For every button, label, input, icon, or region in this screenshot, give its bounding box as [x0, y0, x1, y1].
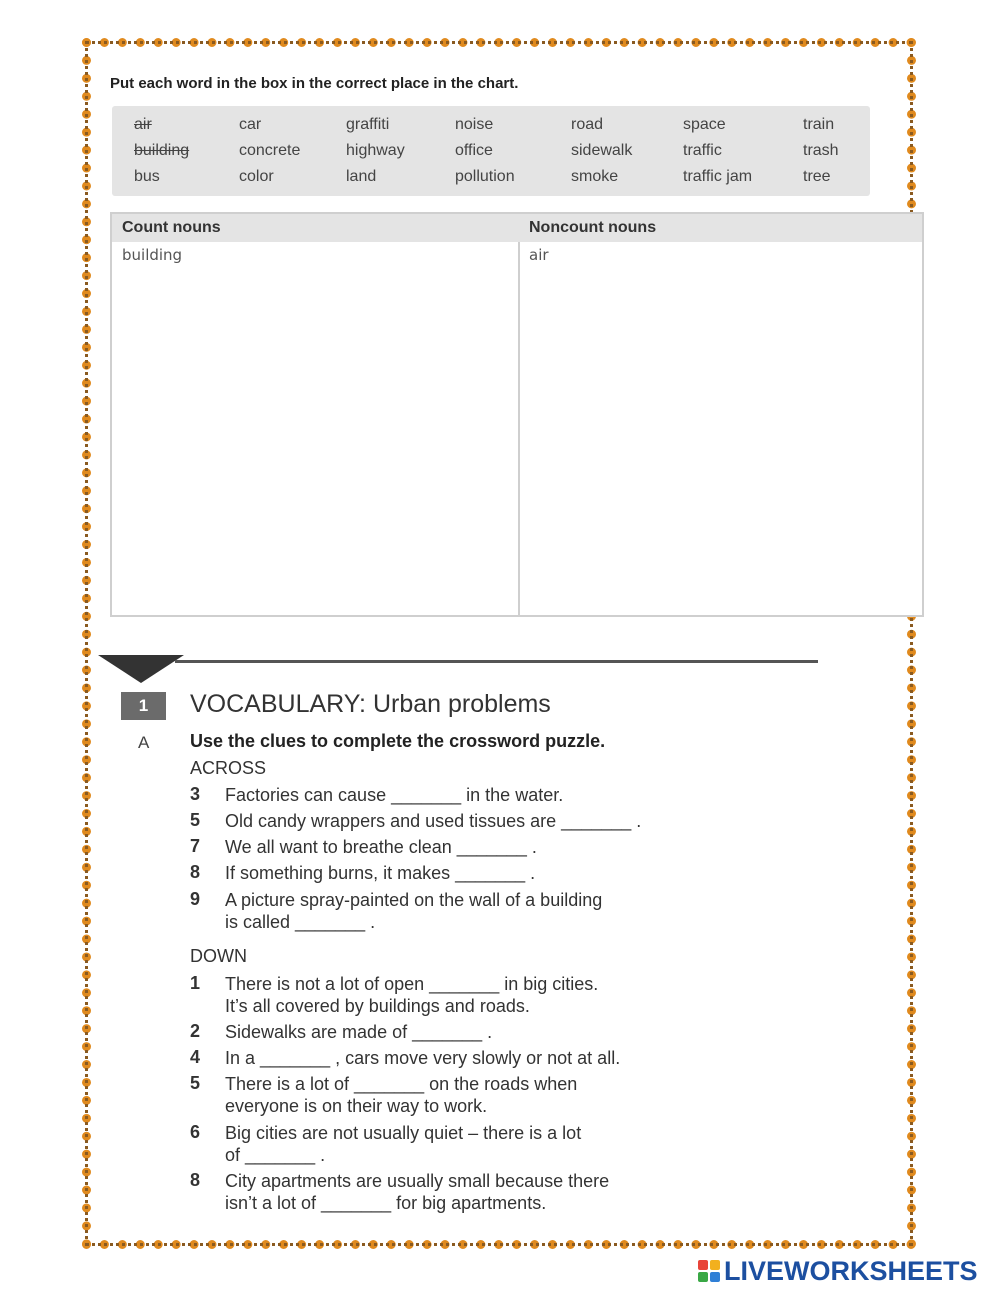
section-number-badge: 1: [121, 692, 166, 720]
noncount-nouns-answer-area[interactable]: air: [529, 246, 549, 264]
clue-text: Old candy wrappers and used tissues are _______ .: [225, 811, 642, 831]
word-box-item: car: [239, 116, 262, 133]
clue-number: 6: [190, 1122, 201, 1142]
clue-text: everyone is on their way to work.: [225, 1096, 488, 1116]
clue-number: 5: [190, 1073, 201, 1093]
clue-text: Sidewalks are made of _______ .: [225, 1022, 493, 1042]
noun-chart: [110, 212, 924, 617]
clue-text: Factories can cause _______ in the water.: [225, 785, 564, 805]
chart-header: [112, 214, 922, 242]
clue-number: 1: [190, 973, 201, 993]
clue-number: 7: [190, 836, 201, 856]
clue-text: Big cities are not usually quiet – there is a lot: [225, 1123, 582, 1143]
liveworksheets-logo: [698, 1256, 978, 1286]
logo-square: [710, 1272, 720, 1282]
word-box-item: graffiti: [346, 116, 390, 133]
noncount-nouns-title: Noncount nouns: [529, 219, 657, 236]
clue-number: 9: [190, 889, 201, 909]
word-box-item: color: [239, 168, 274, 185]
word-box-item: smoke: [571, 168, 619, 185]
word-box-item: concrete: [239, 142, 301, 159]
logo-square: [698, 1260, 708, 1270]
clue-text: We all want to breathe clean _______ .: [225, 837, 537, 857]
word-box: [112, 106, 870, 196]
word-box-item: tree: [803, 168, 831, 185]
word-box-item: bus: [134, 168, 160, 185]
clue-text: If something burns, it makes _______ .: [225, 863, 536, 883]
logo-square: [710, 1260, 720, 1270]
clue-text: It’s all covered by buildings and roads.: [225, 996, 530, 1016]
word-box-item: highway: [346, 142, 405, 159]
logo-icon: [698, 1260, 720, 1282]
exercise-letter: A: [138, 733, 150, 752]
word-box-item: noise: [455, 116, 494, 133]
section-title: VOCABULARY: Urban problems: [190, 690, 551, 718]
clue-text: A picture spray-painted on the wall of a building: [225, 890, 603, 910]
clue-text: of _______ .: [225, 1145, 326, 1165]
clue-number: 2: [190, 1021, 201, 1041]
clue-number: 3: [190, 784, 201, 804]
clue-number: 8: [190, 1170, 201, 1190]
logo-text: LIVEWORKSHEETS: [724, 1255, 978, 1286]
word-box-item: space: [683, 116, 726, 133]
section-divider-line: [175, 660, 818, 663]
instruction-text: Put each word in the box in the correct place in the chart.: [110, 75, 519, 92]
clue-number: 4: [190, 1047, 201, 1067]
clue-text: isn’t a lot of _______ for big apartments.: [225, 1193, 547, 1213]
word-box-item: trash: [803, 142, 839, 159]
word-box-item: traffic jam: [683, 168, 753, 185]
section-marker-triangle: [98, 655, 184, 683]
clue-text: is called _______ .: [225, 912, 376, 932]
word-box-item: train: [803, 116, 835, 133]
word-box-item: land: [346, 168, 377, 185]
clue-number: 5: [190, 810, 201, 830]
logo-square: [698, 1272, 708, 1282]
clue-number: 8: [190, 862, 201, 882]
clue-text: There is a lot of _______ on the roads when: [225, 1074, 578, 1094]
word-box-item: pollution: [455, 168, 515, 185]
clue-text: There is not a lot of open _______ in big cities.: [225, 974, 599, 994]
count-nouns-title: Count nouns: [122, 219, 221, 236]
word-box-item: road: [571, 116, 604, 133]
across-heading: ACROSS: [190, 758, 267, 778]
word-box-item: air: [134, 116, 152, 133]
word-box-item: office: [455, 142, 493, 159]
exercise-instruction: Use the clues to complete the crossword puzzle.: [190, 731, 606, 751]
clue-text: In a _______ , cars move very slowly or not at all.: [225, 1048, 621, 1068]
clue-text: City apartments are usually small because there: [225, 1171, 610, 1191]
word-box-item: sidewalk: [571, 142, 633, 159]
word-box-item: building: [134, 142, 190, 159]
column-divider: [518, 242, 520, 617]
word-box-item: traffic: [683, 142, 722, 159]
count-nouns-answer-area[interactable]: building: [122, 246, 183, 264]
down-heading: DOWN: [190, 946, 247, 966]
